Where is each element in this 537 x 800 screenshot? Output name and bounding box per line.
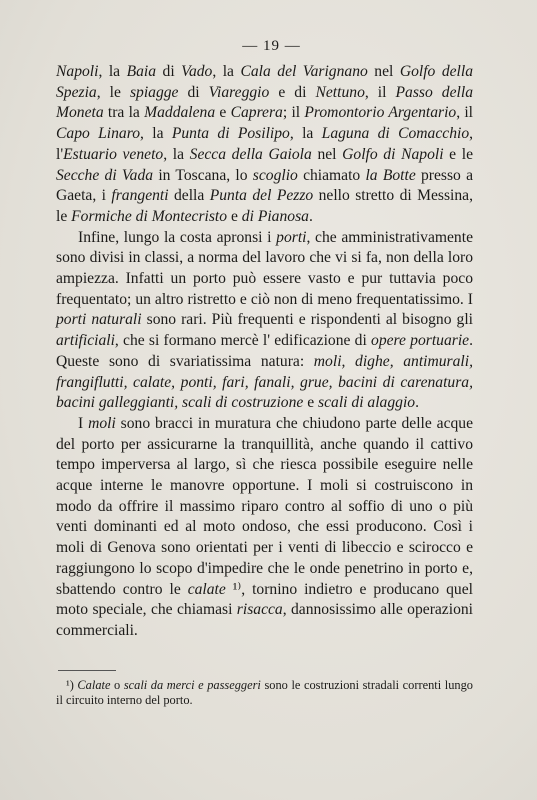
text-run: nel <box>311 145 343 163</box>
italic-run: Napoli <box>56 63 99 80</box>
italic-run: Punta del Pezzo <box>209 187 314 205</box>
footnote-divider <box>58 670 116 671</box>
text-run: e di <box>269 83 316 101</box>
italic-run: Nettuno <box>315 83 365 101</box>
italic-run: Cala del Varignano <box>240 63 368 80</box>
footnote <box>56 678 473 708</box>
italic-run: Secche di Vada <box>56 166 154 184</box>
text-run: sono bracci in muratura che chiudono parte delle acque del porto per assicurarne la tranquillità, anche quando il cattivo tempo imperversa al largo, sì che riesca possibile eseguire nelle acque interne le manovre opportune. I moli si costruiscono in modo da offrire il massimo riparo contro al soffio di uno o più venti dominanti ed al moto ondoso, che essi producono. Così i moli di Genova sono orientati per i venti di libeccio e scirocco e raggiungono lo scopo d'impedire che le onde penetrino in porto e, sbattendo contro le <box>56 414 474 598</box>
italic-run: scoglio <box>252 166 298 184</box>
italic-run: risacca <box>236 601 283 619</box>
italic-run: scali da merci e passeggeri <box>123 677 261 692</box>
text-run: di <box>178 83 209 101</box>
text-run: di <box>156 63 182 80</box>
text-run: , che amministrativamente sono divisi in classi, a norma del lavoro che vi si fa, non della loro ampiezza. Infatti un porto può essere vasto e pur tuttavia poco frequentato; un altro ristretto e ciò non di meno frequentatissimo. I <box>56 228 473 308</box>
text-run: , le <box>96 83 130 101</box>
italic-run: Golfo di Napoli <box>342 145 444 163</box>
italic-run: Vado <box>181 63 213 80</box>
italic-run: scali di alaggio <box>318 394 416 412</box>
italic-run: di Pianosa <box>241 207 309 225</box>
italic-run: moli <box>88 414 116 432</box>
italic-run: spiagge <box>129 83 179 101</box>
text-run: presso a Gaeta, i <box>56 166 473 205</box>
text-run: . <box>308 207 313 225</box>
italic-run: la Botte <box>365 166 416 184</box>
italic-run: Golfo della Spezia <box>56 63 473 101</box>
text-run: e <box>303 394 319 412</box>
text-run: ¹) <box>66 677 78 692</box>
text-run: chiamato <box>297 166 366 184</box>
text-run: della <box>168 187 210 205</box>
italic-run: moli, dighe, antimurali, frangiflutti, calate, ponti, fari, fanali, grue, bacini di carenatura, bacini galleggianti, scali di costruzione <box>56 352 473 412</box>
text-run: e <box>227 207 242 225</box>
italic-run: calate <box>187 580 226 598</box>
italic-run: opere portuarie <box>371 332 470 350</box>
text-run: Infine, lungo la costa apronsi i <box>78 228 277 246</box>
text-run: ¹⁾, tornino indietro e producano quel moto speciale, che chiamasi <box>56 580 473 619</box>
text-run: , la <box>140 125 172 143</box>
text-run: , che si formano mercè l' edificazione di <box>114 332 372 350</box>
text-run: , il <box>456 104 474 122</box>
italic-run: Maddalena <box>144 104 216 122</box>
italic-run: porti <box>276 228 307 246</box>
italic-run: Formiche di Montecristo <box>71 207 228 225</box>
italic-run: Secca della Gaiola <box>189 145 312 163</box>
text-run: . Queste sono di svariatissima natura: <box>56 332 473 370</box>
text-run: , dannosissimo alle operazioni commerciali. <box>56 601 473 639</box>
italic-run: Laguna di Comacchio <box>321 125 470 143</box>
text-run: ; il <box>282 104 305 122</box>
italic-run: frangenti <box>111 187 169 205</box>
text-run: e <box>215 104 231 122</box>
text-run: I <box>78 414 89 432</box>
text-run: sono le costruzioni stradali correnti lungo il circuito interno del porto. <box>56 677 473 707</box>
italic-run: Viareggio <box>208 83 270 101</box>
text-run: , il <box>364 83 396 101</box>
text-run: nel <box>367 63 400 80</box>
italic-run: Baia <box>126 63 157 80</box>
text-run: , l' <box>56 125 474 163</box>
text-run: , la <box>163 145 190 163</box>
italic-run: artificiali <box>56 332 115 350</box>
paragraph-1 <box>56 62 473 228</box>
text-run: tra la <box>103 104 145 122</box>
italic-run: Promontorio Argentario <box>304 104 457 122</box>
text-run: e le <box>443 145 473 163</box>
italic-run: Calate <box>77 677 111 692</box>
italic-run: Punta di Posilipo <box>171 125 290 143</box>
paragraph-3 <box>56 414 473 642</box>
italic-run: Passo della Moneta <box>56 83 473 122</box>
text-run: , la <box>98 63 127 80</box>
body-text <box>56 62 473 642</box>
italic-run: Capo Linaro <box>56 125 141 143</box>
text-run: , la <box>212 63 241 80</box>
text-run: o <box>110 677 124 692</box>
text-run: sono rari. Più frequenti e rispondenti al bisogno gli <box>141 311 474 329</box>
text-run: in Toscana, lo <box>153 166 253 184</box>
page-number: — 19 — <box>242 38 301 54</box>
text-run: nello stretto di Messina, le <box>56 187 473 225</box>
italic-run: Estuario veneto <box>63 145 164 163</box>
text-run: , la <box>289 125 322 143</box>
italic-run: porti naturali <box>56 311 142 329</box>
paragraph-2 <box>56 228 473 414</box>
italic-run: Caprera <box>230 104 283 122</box>
text-run: . <box>415 394 419 412</box>
